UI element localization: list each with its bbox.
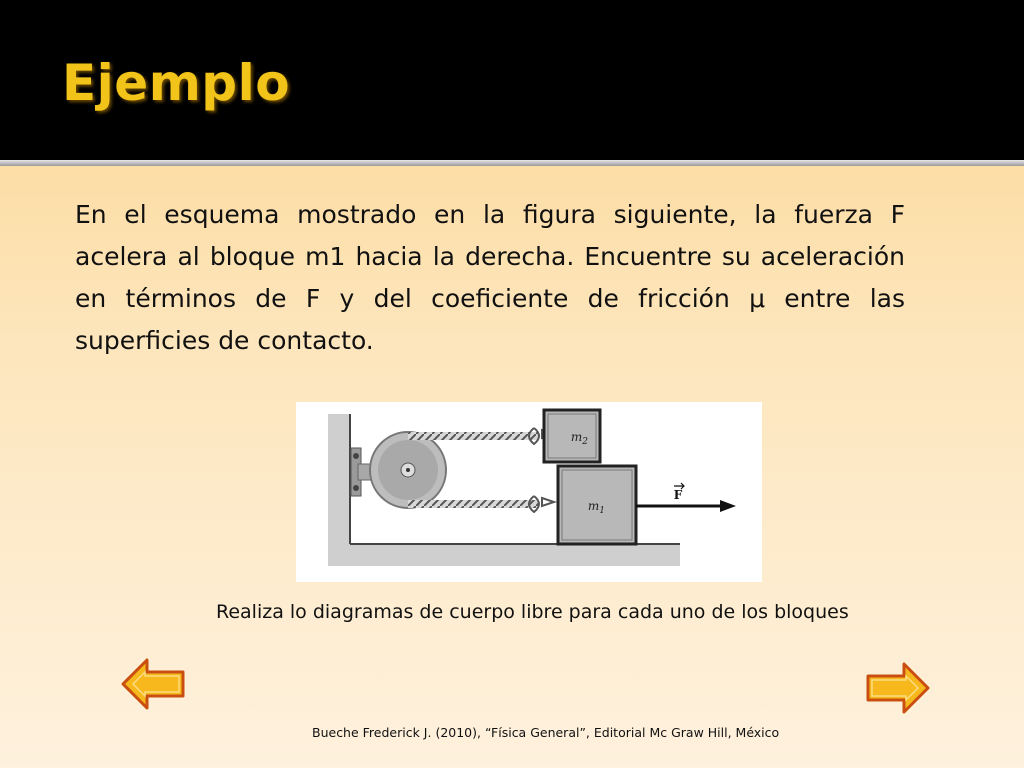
wall — [328, 414, 350, 546]
slide-title: Ejemplo — [62, 54, 291, 112]
block-m2-label: $m_2$ — [570, 430, 588, 447]
citation: Bueche Frederick J. (2010), “Física General”, Editorial Mc Graw Hill, México — [312, 725, 780, 740]
previous-slide-button[interactable] — [121, 658, 187, 710]
problem-statement: En el esquema mostrado en la figura siguiente, la fuerza F acelera al bloque m1 hacia la derecha. Encuentre su aceleración en términos de F y del coeficiente de fricción μ entre las superficies de contacto. — [75, 200, 905, 355]
arrow-left-icon — [121, 658, 187, 710]
pulley-diagram — [296, 402, 762, 582]
floor — [328, 544, 680, 566]
force-label: F — [673, 488, 683, 502]
rope-top — [408, 432, 538, 440]
caption: Realiza lo diagramas de cuerpo libre para cada uno de los bloques — [216, 601, 849, 623]
arrow-right-icon — [864, 662, 930, 714]
block-m1-label: $m_1$ — [587, 499, 605, 516]
header-divider — [0, 160, 1024, 166]
next-slide-button[interactable] — [864, 662, 930, 714]
rope-bottom — [408, 500, 538, 508]
